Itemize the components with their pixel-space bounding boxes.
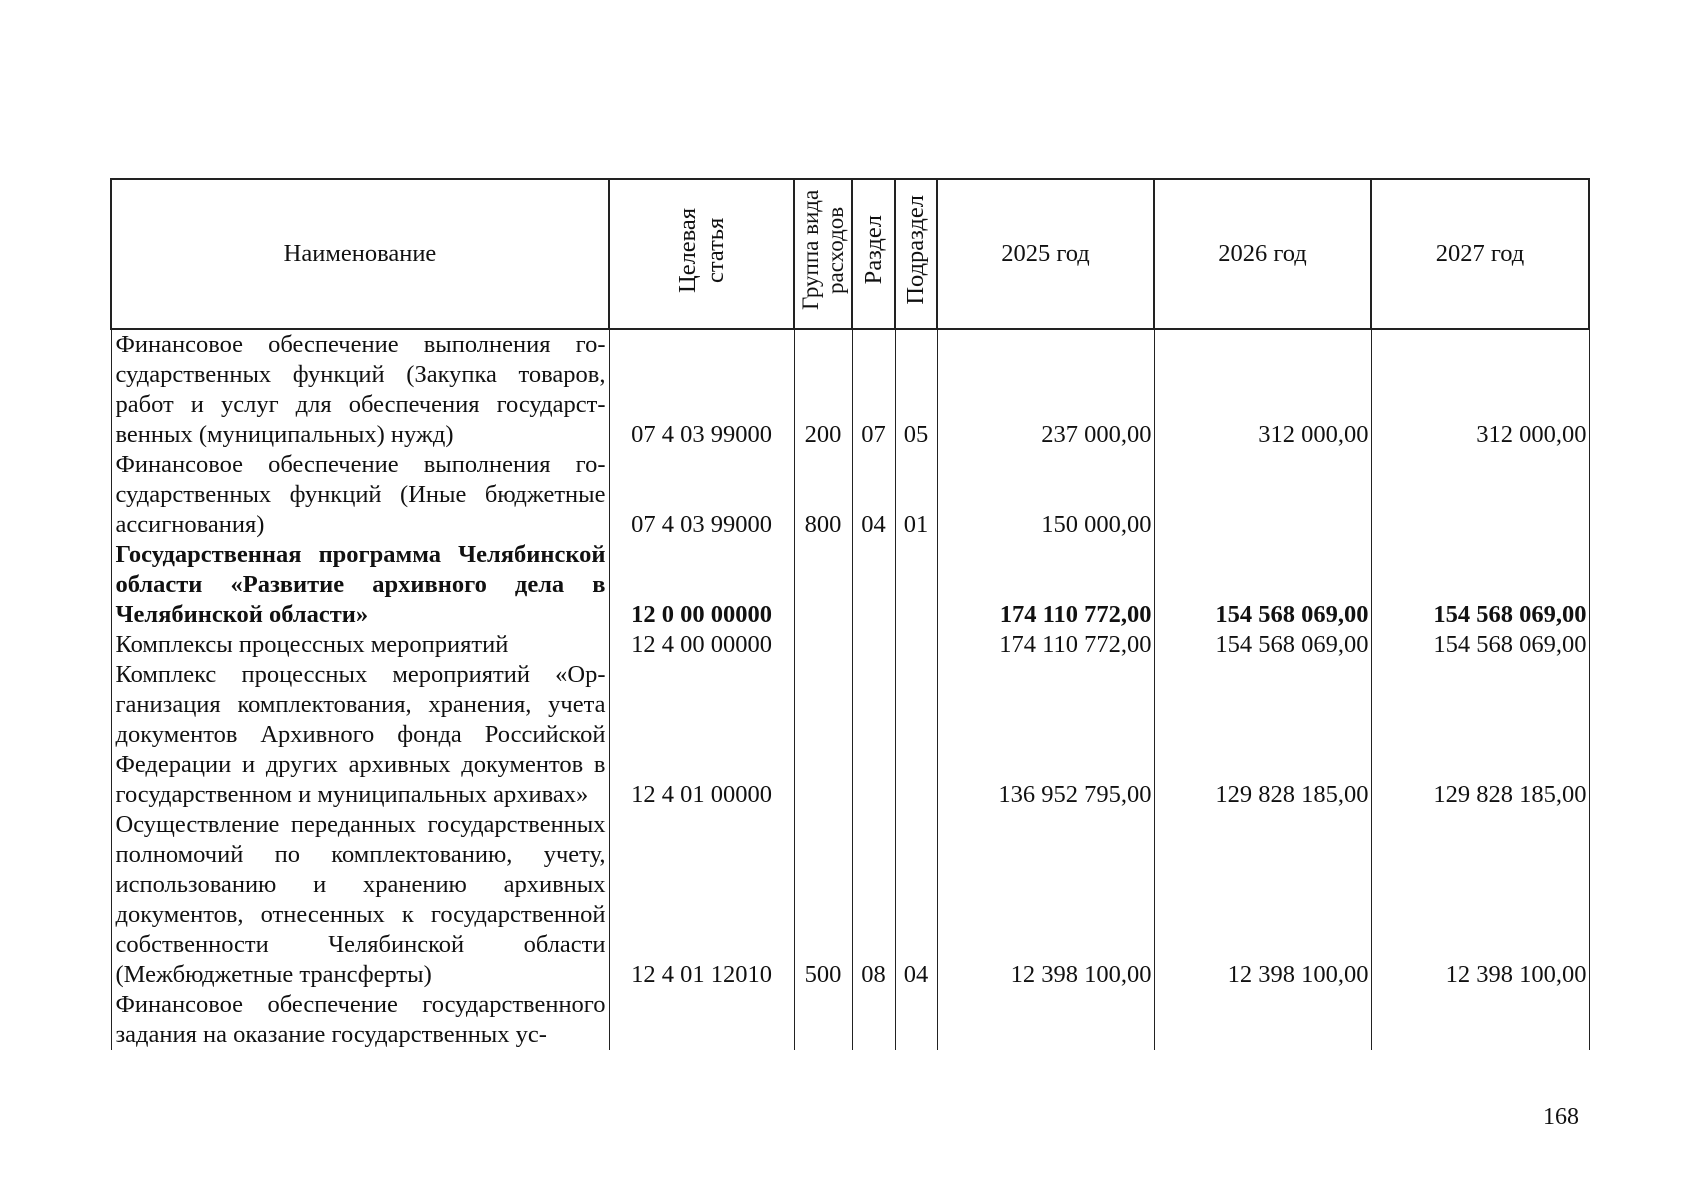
- row-name: Комплекс процессных мероприятий «Организация комплектования, хранения, учета документов Архивного фонда Российской Федерации и других архивных документов в государственном и муниципальных архивах»: [111, 660, 609, 810]
- row-expense-group: [794, 990, 852, 1050]
- row-section: [852, 660, 895, 810]
- row-name: Государственная программа Челябинской области «Развитие архивного дела в Челябинской области»: [111, 540, 609, 630]
- row-expense-group: [794, 540, 852, 630]
- table-row: [111, 810, 1589, 990]
- budget-table: [110, 178, 1590, 1050]
- table-row: [111, 990, 1589, 1050]
- row-amount-2027: 312 000,00: [1371, 329, 1589, 450]
- row-amount-2025: 174 110 772,00: [937, 540, 1154, 630]
- row-amount-2026: 312 000,00: [1154, 329, 1371, 450]
- row-amount-2025: [937, 990, 1154, 1050]
- row-amount-2026: 154 568 069,00: [1154, 540, 1371, 630]
- row-subsection: [895, 540, 937, 630]
- row-target-article: 07 4 03 99000: [609, 450, 794, 540]
- table-row: [111, 450, 1589, 540]
- row-name: Финансовое обеспечение выполнения государственных функций (Иные бюджетные ассигнования): [111, 450, 609, 540]
- row-amount-2025: 150 000,00: [937, 450, 1154, 540]
- row-amount-2026: 129 828 185,00: [1154, 660, 1371, 810]
- row-subsection: 05: [895, 329, 937, 450]
- row-amount-2026: 12 398 100,00: [1154, 810, 1371, 990]
- row-amount-2026: [1154, 450, 1371, 540]
- row-amount-2027: 154 568 069,00: [1371, 540, 1589, 630]
- row-name: Комплексы процессных мероприятий: [111, 630, 609, 660]
- row-amount-2027: [1371, 450, 1589, 540]
- header-name: Наименование: [111, 179, 609, 329]
- header-subsection: Подраздел: [895, 179, 937, 329]
- table-row: [111, 660, 1589, 810]
- row-expense-group: 200: [794, 329, 852, 450]
- row-target-article: 12 4 00 00000: [609, 630, 794, 660]
- header-expense-group: Группа вида расходов: [794, 179, 852, 329]
- row-subsection: [895, 660, 937, 810]
- table-body: [111, 329, 1589, 1050]
- row-section: 08: [852, 810, 895, 990]
- row-name: Финансовое обеспечение государственного задания на оказание государственных ус-: [111, 990, 609, 1050]
- row-amount-2025: 237 000,00: [937, 329, 1154, 450]
- row-subsection: 04: [895, 810, 937, 990]
- table-row-program: [111, 540, 1589, 630]
- row-amount-2027: 129 828 185,00: [1371, 660, 1589, 810]
- row-expense-group: 500: [794, 810, 852, 990]
- row-amount-2027: [1371, 990, 1589, 1050]
- row-target-article: [609, 990, 794, 1050]
- table-row: [111, 630, 1589, 660]
- row-amount-2027: 154 568 069,00: [1371, 630, 1589, 660]
- row-amount-2025: 12 398 100,00: [937, 810, 1154, 990]
- row-subsection: [895, 990, 937, 1050]
- header-year-2025: 2025 год: [937, 179, 1154, 329]
- row-amount-2027: 12 398 100,00: [1371, 810, 1589, 990]
- row-amount-2026: [1154, 990, 1371, 1050]
- page-number: 168: [1543, 1104, 1579, 1130]
- row-target-article: 07 4 03 99000: [609, 329, 794, 450]
- row-amount-2025: 174 110 772,00: [937, 630, 1154, 660]
- row-expense-group: [794, 660, 852, 810]
- row-subsection: [895, 630, 937, 660]
- row-name: Осуществление переданных государственных полномочий по комплектованию, учету, использованию и хранению архивных документов, отнесенных к государственной собственности Челябинской области (Межбюджетные трансферты): [111, 810, 609, 990]
- row-target-article: 12 0 00 00000: [609, 540, 794, 630]
- header-year-2026: 2026 год: [1154, 179, 1371, 329]
- row-section: 07: [852, 329, 895, 450]
- header-section: Раздел: [852, 179, 895, 329]
- table-header: [111, 179, 1589, 329]
- row-subsection: 01: [895, 450, 937, 540]
- row-amount-2025: 136 952 795,00: [937, 660, 1154, 810]
- row-target-article: 12 4 01 00000: [609, 660, 794, 810]
- row-section: [852, 630, 895, 660]
- row-section: [852, 540, 895, 630]
- row-expense-group: [794, 630, 852, 660]
- header-target-article: Целевая статья: [609, 179, 794, 329]
- row-amount-2026: 154 568 069,00: [1154, 630, 1371, 660]
- row-target-article: 12 4 01 12010: [609, 810, 794, 990]
- row-expense-group: 800: [794, 450, 852, 540]
- header-year-2027: 2027 год: [1371, 179, 1589, 329]
- row-name: Финансовое обеспечение выполнения государственных функций (Закупка товаров, работ и услуг для обеспечения государственных (муниципальных) нужд): [111, 329, 609, 450]
- row-section: [852, 990, 895, 1050]
- table-row: [111, 329, 1589, 450]
- row-section: 04: [852, 450, 895, 540]
